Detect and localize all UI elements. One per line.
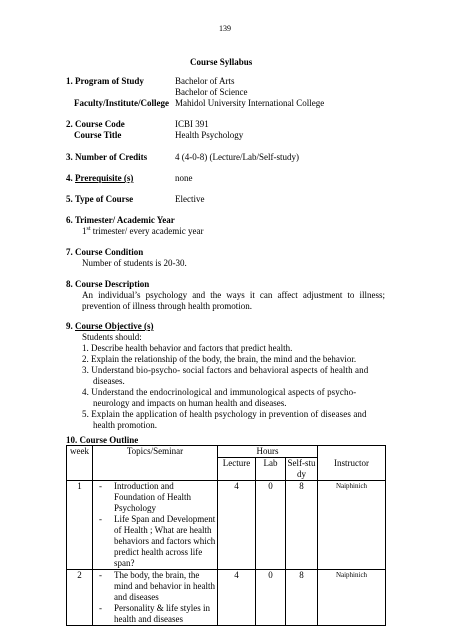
prerequisite-label-text: Prerequisite (s): [75, 173, 134, 183]
objective-item-4: 4. Understand the endocrinological and immunological aspects of psycho-: [82, 387, 357, 397]
topic-dash: -: [99, 481, 102, 491]
header-hours: Hours: [218, 446, 318, 458]
topic-item: [94, 603, 216, 625]
table-row: [67, 570, 386, 626]
objective-item-4-cont: neurology and impacts on human health and diseases.: [93, 398, 287, 408]
faculty-value: Mahidol University International College: [175, 98, 325, 108]
credits-label: 3. Number of Credits: [66, 152, 148, 162]
course-title-label: Course Title: [74, 130, 122, 140]
topic-item: [94, 570, 216, 603]
instructor-cell: Naiphinich: [318, 570, 386, 626]
week-cell: 2: [67, 570, 93, 626]
topic-text: Personality & life styles in health and diseases: [114, 603, 210, 624]
objective-item-1: 1. Describe health behavior and factors that predict health.: [82, 343, 293, 353]
topic-item: [94, 481, 216, 514]
trimester-text: [82, 226, 203, 237]
objective-item-2: 2. Explain the relationship of the body, the brain, the mind and the behavior.: [82, 354, 357, 364]
self-study-cell: 8: [286, 570, 318, 626]
week-cell: 1: [67, 481, 93, 570]
header-instructor: Instructor: [318, 446, 386, 481]
credits-value: 4 (4-0-8) (Lecture/Lab/Self-study): [175, 152, 299, 162]
topic-text: Life Span and Development of Health ; What are health behaviors and factors which predict health across life span?: [114, 514, 216, 568]
topic-dash: -: [99, 570, 102, 580]
page-number: 139: [219, 24, 231, 33]
topic-dash: -: [99, 514, 102, 524]
self-study-cell: 8: [286, 481, 318, 570]
program-value-2: Bachelor of Science: [175, 87, 248, 97]
table-header-row: [67, 446, 386, 458]
course-title-value: Health Psychology: [175, 130, 244, 140]
course-type-label: 5. Type of Course: [66, 194, 134, 204]
topic-item: [94, 514, 216, 569]
course-code-value: ICBI 391: [175, 119, 209, 129]
topics-cell: [93, 570, 218, 626]
objective-item-5: 5. Explain the application of health psychology in prevention of diseases and: [82, 409, 367, 419]
page-title: Course Syllabus: [190, 57, 253, 67]
objective-item-5-cont: health promotion.: [93, 420, 157, 430]
header-lecture: Lecture: [218, 458, 256, 481]
header-self-study: Self-study: [286, 458, 318, 481]
topic-text: The body, the brain, the mind and behavior in health and diseases: [114, 570, 215, 602]
prerequisite-label: [66, 173, 133, 184]
objective-heading-text: Course Objective (s): [75, 321, 154, 331]
trimester-heading: 6. Trimester/ Academic Year: [66, 215, 175, 225]
outline-heading: 10. Course Outline: [66, 435, 139, 445]
prerequisite-value: none: [175, 173, 193, 183]
topics-cell: [93, 481, 218, 570]
description-heading: 8. Course Description: [66, 279, 150, 289]
trimester-ordinal: st: [86, 226, 91, 232]
condition-heading: 7. Course Condition: [66, 247, 144, 257]
instructor-cell: Naiphinich: [318, 481, 386, 570]
topic-text: Introduction and Foundation of Health Psychology: [114, 481, 191, 513]
trimester-rest: trimester/ every academic year: [90, 226, 204, 236]
faculty-label: Faculty/Institute/College: [74, 98, 169, 108]
prerequisite-label-number: 4.: [66, 173, 75, 183]
objective-heading: [66, 321, 153, 332]
condition-text: Number of students is 20-30.: [82, 258, 187, 268]
lab-cell: 0: [256, 570, 286, 626]
program-label: 1. Program of Study: [66, 76, 144, 86]
lab-cell: 0: [256, 481, 286, 570]
table-row: [67, 481, 386, 570]
objective-intro: Students should:: [82, 332, 142, 342]
program-value-1: Bachelor of Arts: [175, 76, 235, 86]
description-text: An individual’s psychology and the ways it can affect adjustment to illness; prevention of illness through health promotion.: [82, 290, 385, 311]
header-week: week: [67, 446, 93, 481]
objective-item-3-cont: diseases.: [93, 376, 125, 386]
topic-dash: -: [99, 603, 102, 613]
course-code-label: 2. Course Code: [66, 119, 125, 129]
lecture-cell: 4: [218, 570, 256, 626]
course-type-value: Elective: [175, 194, 205, 204]
header-topics: Topics/Seminar: [93, 446, 218, 481]
course-outline-table: [66, 445, 386, 626]
header-lab: Lab: [256, 458, 286, 481]
objective-heading-number: 9.: [66, 321, 75, 331]
objective-item-3: 3. Understand bio-psycho- social factors and behavioral aspects of health and: [82, 365, 369, 375]
trimester-number: 1: [82, 226, 87, 236]
lecture-cell: 4: [218, 481, 256, 570]
